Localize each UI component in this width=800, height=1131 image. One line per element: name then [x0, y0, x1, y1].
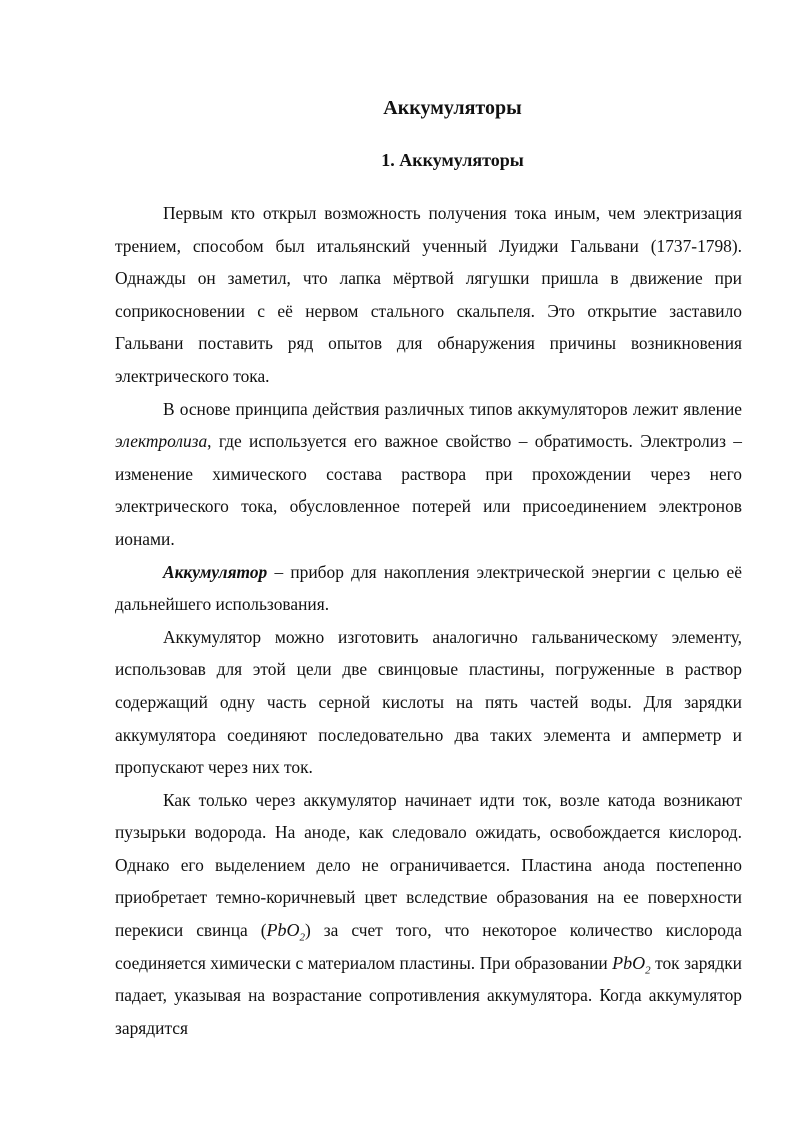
paragraph-electrolysis-text-after: , где используется его важное свойство – обратимость. Электролиз – изменение химического состава раствора при прохождении через него электрического тока, обусловленное потерей или присоединением электронов ионами. [115, 431, 742, 549]
document-page [115, 92, 742, 1044]
section-title: 1. Аккумуляторы [381, 150, 524, 170]
paragraph-galvani: Первым кто открыл возможность получения тока иным, чем электризация трением, способом был итальянский ученный Луиджи Гальвани (1737-1798). Однажды он заметил, что лапка мёртвой лягушки пришла в движение при соприкосновении с её нервом стального скальпеля. Это открытие заставило Гальвани поставить ряд опытов для обнаружения причины возникновения электрического тока. [115, 203, 742, 386]
paragraph-charging-text-3: ток зарядки падает, указывая на возрастание сопротивления аккумулятора. Когда аккумулятор зарядится [115, 952, 742, 1038]
paragraph-electrolysis-text-before: В основе принципа действия различных типов аккумуляторов лежит явление [163, 398, 742, 419]
paragraph-charging-text-2: ) за счет того, что некоторое количество кислорода соединяется химически с материалом пластины. При образовании [115, 920, 743, 973]
paragraph-definition [115, 556, 742, 621]
formula-2-subscript: 2 [645, 964, 651, 977]
paragraph-construction: Аккумулятор можно изготовить аналогично гальваническому элементу, использовав для этой цели две свинцовые пластины, погруженные в раствор содержащий одну часть серной кислоты на пять частей воды. Для зарядки аккумулятора соединяют последовательно два таких элемента и амперметр и пропускают через них ток. [115, 626, 742, 778]
document-title: Аккумуляторы [383, 97, 522, 119]
term-electrolysis: электролиза [115, 431, 208, 452]
paragraph-charging-text-1: Как только через аккумулятор начинает идти ток, возле катода возникают пузырьки водорода. На аноде, как следовало ожидать, освобождается кислород. Однако его выделением дело не ограничивается. Пластина анода постепенно приобретает темно-коричневый цвет вследствие образования на ее поверхности перекиси свинца ( [115, 789, 742, 941]
formula-lead-dioxide-2 [612, 952, 651, 977]
document-body [115, 197, 742, 1044]
formula-2-base: PbO [612, 952, 646, 973]
term-accumulator: Аккумулятор [163, 561, 268, 582]
paragraph-electrolysis [115, 393, 742, 556]
formula-1-subscript: 2 [299, 931, 306, 944]
formula-1-base: PbO [266, 920, 300, 941]
formula-lead-dioxide-1 [266, 920, 306, 944]
paragraph-definition-text: – прибор для накопления электрической энергии с целью её дальнейшего использования. [115, 561, 742, 615]
paragraph-charging [115, 784, 742, 1045]
